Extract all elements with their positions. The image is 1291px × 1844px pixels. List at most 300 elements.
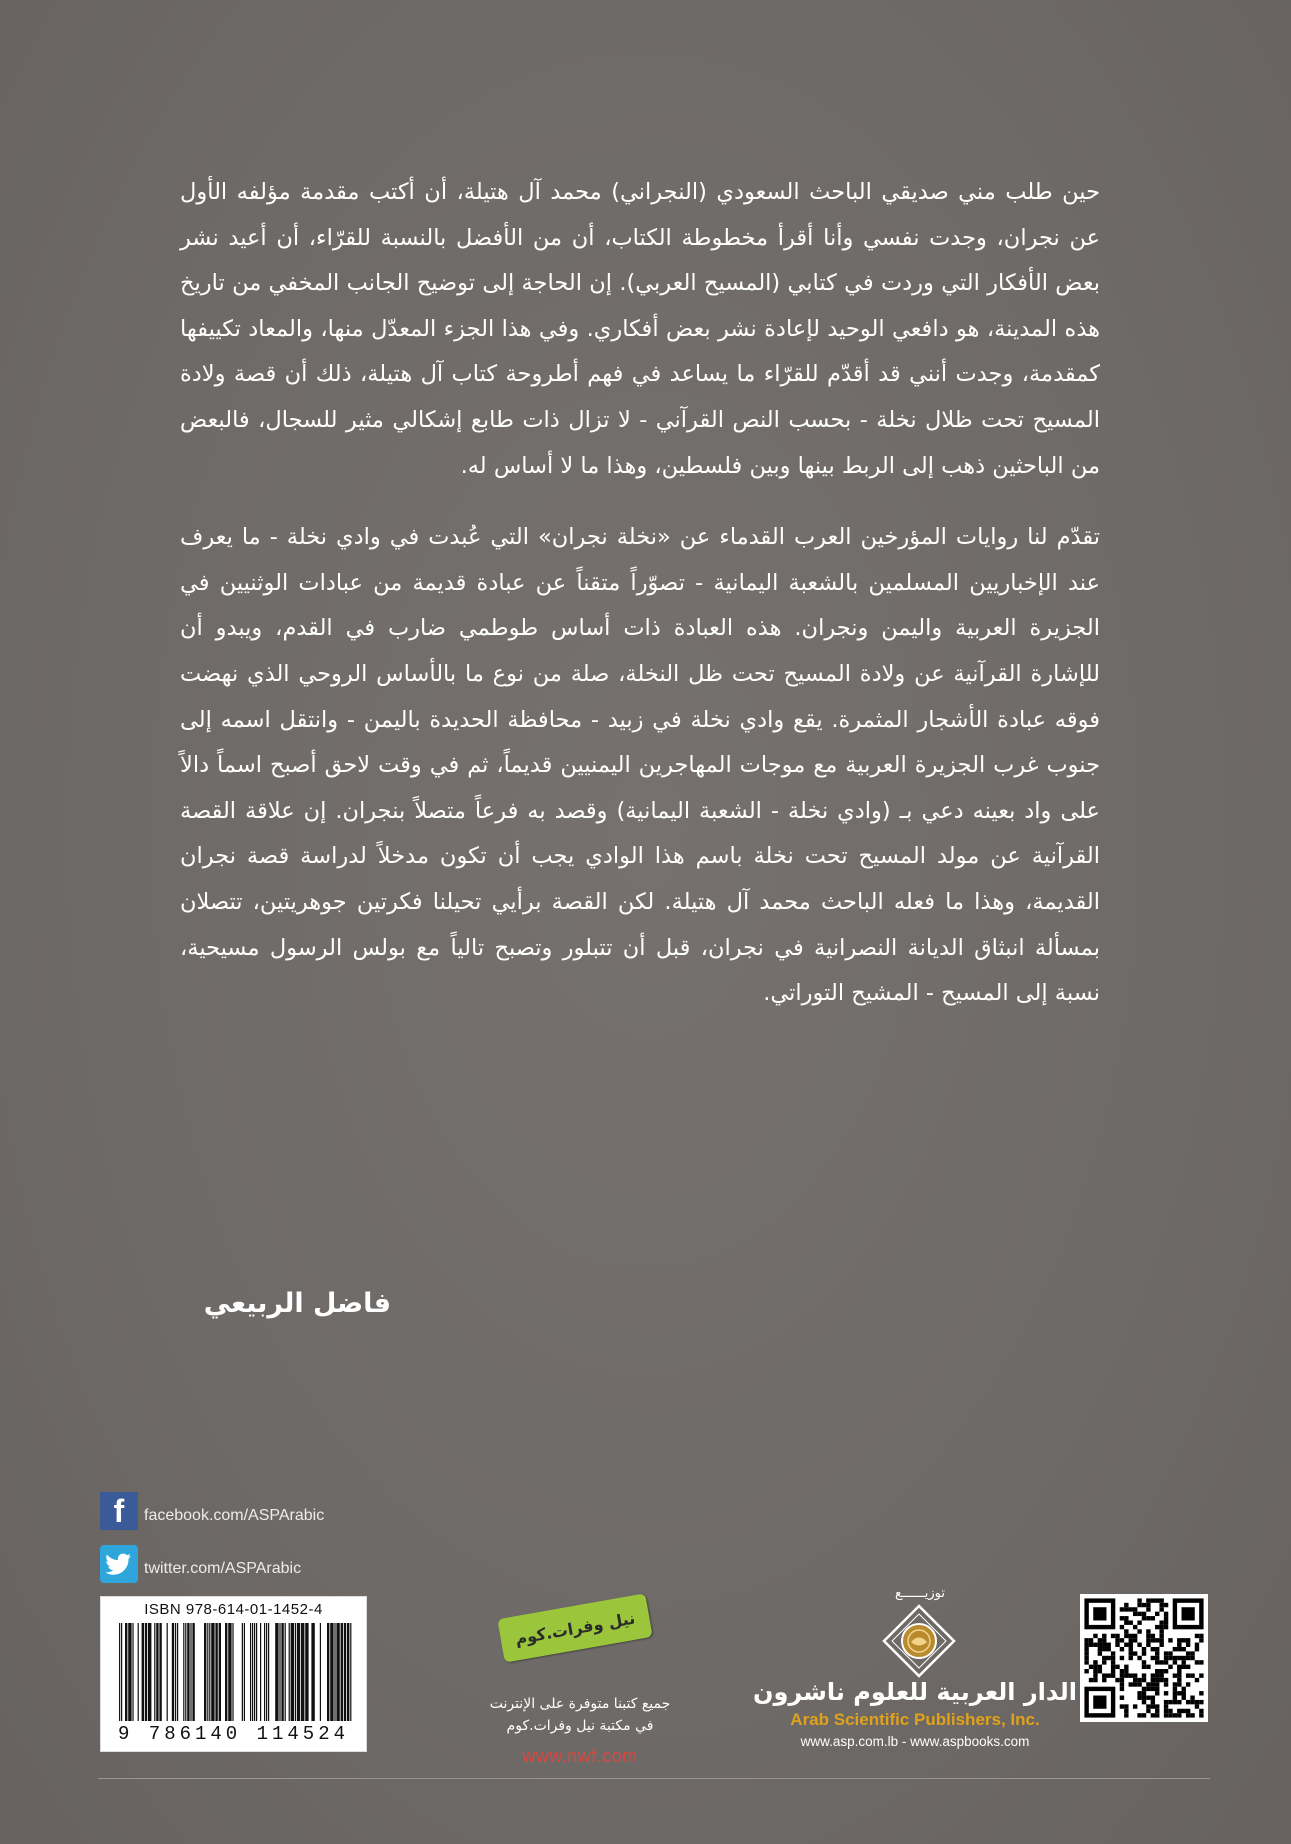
qr-module	[1089, 1643, 1093, 1647]
qr-module	[1155, 1669, 1159, 1673]
qr-module	[1159, 1603, 1163, 1607]
qr-module	[1133, 1607, 1137, 1611]
twitter-link[interactable]	[100, 1545, 301, 1583]
qr-module	[1137, 1603, 1141, 1607]
qr-module	[1159, 1673, 1163, 1677]
barcode-bars	[115, 1623, 353, 1721]
barcode-bar	[138, 1623, 139, 1721]
qr-module	[1151, 1678, 1155, 1682]
barcode-bar	[185, 1623, 186, 1721]
qr-module	[1093, 1643, 1097, 1647]
qr-module	[1164, 1704, 1168, 1708]
qr-module	[1102, 1678, 1106, 1682]
qr-module	[1195, 1643, 1199, 1647]
qr-module	[1142, 1647, 1146, 1651]
qr-module	[1159, 1669, 1163, 1673]
qr-module	[1142, 1687, 1146, 1691]
barcode-bar	[183, 1623, 184, 1721]
isbn-label: ISBN 978-614-01-1452-4	[144, 1601, 323, 1618]
qr-module	[1115, 1643, 1119, 1647]
nwf-promo	[430, 1600, 730, 1770]
qr-module	[1155, 1651, 1159, 1655]
barcode-bar	[291, 1623, 294, 1721]
qr-module	[1133, 1678, 1137, 1682]
barcode-bar	[336, 1623, 339, 1721]
qr-module	[1120, 1669, 1124, 1673]
qr-module	[1115, 1665, 1119, 1669]
qr-module	[1120, 1673, 1124, 1677]
qr-module	[1124, 1629, 1128, 1633]
qr-module	[1177, 1656, 1181, 1660]
qr-module	[1106, 1656, 1110, 1660]
barcode-bar	[211, 1623, 214, 1721]
publisher-block	[750, 1586, 1080, 1766]
qr-module	[1168, 1713, 1172, 1717]
qr-module	[1111, 1665, 1115, 1669]
qr-module	[1195, 1647, 1199, 1651]
qr-module	[1111, 1669, 1115, 1673]
qr-module	[1093, 1678, 1097, 1682]
qr-module	[1089, 1665, 1093, 1669]
qr-module	[1186, 1713, 1190, 1717]
barcode-bar	[297, 1623, 300, 1721]
barcode-bar	[159, 1623, 161, 1721]
qr-module	[1168, 1709, 1172, 1713]
qr-module	[1102, 1660, 1106, 1664]
qr-module	[1195, 1634, 1199, 1638]
qr-module	[1159, 1634, 1163, 1638]
barcode-bar	[125, 1623, 127, 1721]
qr-module	[1195, 1704, 1199, 1708]
barcode-bar	[209, 1623, 210, 1721]
twitter-icon	[100, 1545, 138, 1583]
qr-module	[1142, 1651, 1146, 1655]
qr-module	[1151, 1700, 1155, 1704]
qr-module	[1120, 1638, 1124, 1642]
barcode-bar	[330, 1623, 333, 1721]
qr-module	[1190, 1673, 1194, 1677]
barcode-bar	[228, 1623, 231, 1721]
barcode-bar	[295, 1623, 296, 1721]
qr-module	[1093, 1669, 1097, 1673]
barcode-bar	[187, 1623, 189, 1721]
paragraph-1: حين طلب مني صديقي الباحث السعودي (النجراني) محمد آل هتيلة، أن أكتب مقدمة مؤلفه الأول عن نجران، وجدت نفسي وأنا أقرأ مخطوطة الكتاب، أن من الأفضل بالنسبة للقرّاء، أن أعيد نشر بعض الأفكار التي وردت في كتابي (المسيح العربي). إن الحاجة إلى توضيح الجانب المخفي من تاريخ هذه المدينة، هو دافعي الوحيد لإعادة نشر بعض أفكاري. وفي هذا الجزء المعدّل منها، والمعاد تكييفها كمقدمة، وجدت أنني قد أقدّم للقرّاء ما يساعد في فهم أطروحة كتاب آل هتيلة، ذلك أن قصة ولادة المسيح تحت ظلال نخلة - بحسب النص القرآني - لا تزال ذات طابع إشكالي مثير للسجال، فالبعض من الباحثين ذهب إلى الربط بينها وبين فلسطين، وهذا ما لا أساس له.	[180, 179, 1100, 479]
qr-module	[1186, 1673, 1190, 1677]
barcode-bar	[320, 1623, 321, 1721]
qr-module	[1137, 1656, 1141, 1660]
qr-module	[1137, 1598, 1141, 1602]
qr-module	[1146, 1682, 1150, 1686]
qr-module	[1124, 1704, 1128, 1708]
barcode-bar	[215, 1623, 217, 1721]
qr-module	[1124, 1603, 1128, 1607]
qr-module	[1084, 1638, 1088, 1642]
qr-module	[1195, 1660, 1199, 1664]
qr-module	[1084, 1643, 1088, 1647]
qr-module	[1124, 1673, 1128, 1677]
barcode-bar	[341, 1623, 343, 1721]
qr-module	[1098, 1665, 1102, 1669]
barcode-bar	[347, 1623, 349, 1721]
qr-module	[1182, 1656, 1186, 1660]
qr-module	[1151, 1673, 1155, 1677]
qr-module	[1177, 1709, 1181, 1713]
barcode-bar	[254, 1623, 255, 1721]
qr-module	[1129, 1647, 1133, 1651]
barcode-bar	[232, 1623, 233, 1721]
qr-module	[1084, 1660, 1088, 1664]
qr-module	[1159, 1638, 1163, 1642]
qr-module	[1133, 1612, 1137, 1616]
qr-module	[1102, 1643, 1106, 1647]
qr-module	[1098, 1638, 1102, 1642]
qr-module	[1155, 1656, 1159, 1660]
nwf-logo-tag: نيل وفرات.كوم	[497, 1593, 652, 1662]
qr-module	[1164, 1709, 1168, 1713]
qr-module	[1142, 1603, 1146, 1607]
qr-module	[1173, 1696, 1177, 1700]
qr-module	[1146, 1616, 1150, 1620]
qr-module	[1182, 1660, 1186, 1664]
qr-module	[1168, 1700, 1172, 1704]
qr-module	[1151, 1704, 1155, 1708]
qr-module	[1199, 1709, 1203, 1713]
qr-module	[1173, 1673, 1177, 1677]
publisher-logo-icon	[882, 1604, 956, 1678]
qr-module	[1133, 1682, 1137, 1686]
qr-module	[1164, 1616, 1168, 1620]
barcode-bar	[219, 1623, 221, 1721]
qr-module	[1159, 1620, 1163, 1624]
qr-module	[1159, 1598, 1163, 1602]
qr-module	[1186, 1700, 1190, 1704]
qr-module	[1098, 1647, 1102, 1651]
barcode-bar	[260, 1623, 261, 1721]
qr-module	[1137, 1682, 1141, 1686]
qr-module	[1133, 1634, 1137, 1638]
qr-module	[1182, 1691, 1186, 1695]
cover-body-text	[180, 170, 1100, 1017]
qr-module	[1146, 1634, 1150, 1638]
barcode-bar	[204, 1623, 206, 1721]
barcode-bar	[128, 1623, 131, 1721]
qr-module	[1146, 1709, 1150, 1713]
publisher-name-english: Arab Scientific Publishers, Inc.	[790, 1710, 1040, 1729]
nwf-line-1: جميع كتبنا متوفرة على الإنترنت	[489, 1696, 671, 1712]
qr-module	[1190, 1713, 1194, 1717]
qr-module	[1177, 1673, 1181, 1677]
qr-module	[1137, 1678, 1141, 1682]
barcode-bar	[266, 1623, 267, 1721]
qr-module	[1173, 1700, 1177, 1704]
qr-module	[1164, 1603, 1168, 1607]
qr-module	[1164, 1700, 1168, 1704]
barcode-bar	[121, 1623, 122, 1721]
qr-module	[1124, 1634, 1128, 1638]
qr-module	[1159, 1660, 1163, 1664]
qr-module	[1124, 1607, 1128, 1611]
qr-module	[1177, 1691, 1181, 1695]
barcode-bar	[301, 1623, 304, 1721]
barcode-bar	[256, 1623, 257, 1721]
barcode-bar	[119, 1623, 120, 1721]
qr-module	[1164, 1651, 1168, 1655]
publisher-name-arabic: الدار العربية للعلوم ناشرون	[752, 1678, 1078, 1706]
qr-module	[1155, 1691, 1159, 1695]
qr-module	[1137, 1691, 1141, 1695]
qr-module	[1155, 1682, 1159, 1686]
author-name: فاضل الربيعي	[203, 1288, 391, 1319]
qr-module	[1164, 1656, 1168, 1660]
barcode-bar	[242, 1623, 243, 1721]
qr-module	[1120, 1647, 1124, 1651]
qr-module	[1111, 1656, 1115, 1660]
qr-module	[1111, 1634, 1115, 1638]
qr-module	[1177, 1638, 1181, 1642]
qr-module	[1120, 1678, 1124, 1682]
qr-module	[1137, 1713, 1141, 1717]
qr-module	[1120, 1682, 1124, 1686]
isbn-barcode	[100, 1596, 367, 1752]
qr-module	[1129, 1673, 1133, 1677]
qr-module	[1120, 1656, 1124, 1660]
qr-module	[1186, 1709, 1190, 1713]
publisher-websites[interactable]: www.asp.com.lb - www.aspbooks.com	[800, 1734, 1030, 1749]
qr-module	[1155, 1625, 1159, 1629]
qr-module	[1115, 1638, 1119, 1642]
twitter-handle: twitter.com/ASPArabic	[144, 1560, 302, 1577]
qr-module	[1195, 1678, 1199, 1682]
barcode-bar	[167, 1623, 168, 1721]
qr-module	[1199, 1660, 1203, 1664]
qr-module	[1177, 1713, 1181, 1717]
qr-module	[1098, 1643, 1102, 1647]
qr-module	[1084, 1647, 1088, 1651]
qr-module	[1142, 1612, 1146, 1616]
qr-module	[1111, 1651, 1115, 1655]
barcode-bar	[264, 1623, 265, 1721]
qr-module	[1182, 1647, 1186, 1651]
qr-module	[1146, 1643, 1150, 1647]
barcode-bar	[350, 1623, 351, 1721]
barcode-bar	[327, 1623, 329, 1721]
bottom-divider	[98, 1778, 1210, 1779]
qr-module	[1182, 1665, 1186, 1669]
qr-module	[1186, 1665, 1190, 1669]
qr-module	[1146, 1687, 1150, 1691]
qr-module	[1186, 1682, 1190, 1686]
qr-module	[1159, 1629, 1163, 1633]
barcode-bar	[154, 1623, 155, 1721]
qr-module	[1142, 1616, 1146, 1620]
qr-module	[1155, 1687, 1159, 1691]
qr-module	[1159, 1643, 1163, 1647]
qr-module	[1142, 1691, 1146, 1695]
qr-module	[1137, 1629, 1141, 1633]
qr-module	[1093, 1634, 1097, 1638]
paragraph-2: تقدّم لنا روايات المؤرخين العرب القدماء عن «نخلة نجران» التي عُبدت في وادي نخلة - ما يعرف عند الإخباريين المسلمين بالشعبة اليمانية - تصوّراً متقناً عن عبادة قديمة من عبادات الوثنيين في الجزيرة العربية واليمن ونجران. هذه العبادة ذات أساس طوطمي ضارب في القدم، ويبدو أن للإشارة القرآنية عن ولادة المسيح تحت ظل النخلة، صلة من نوع ما بالأساس الروحي الذي نهضت فوقه عبادة الأشجار المثمرة. يقع وادي نخلة في زبيد - محافظة الحديدة باليمن - وانتقل اسمه إلى جنوب غرب الجزيرة العربية مع موجات المهاجرين اليمنيين قديماً، ثم في وقت لاحق أصبح اسماً دالاً على واد بعينه دعي بـ (وادي نخلة - الشعبة اليمانية) وقصد به فرعاً متصلاً بنجران. إن علاقة القصة القرآنية عن مولد المسيح تحت نخلة باسم هذا الوادي يجب أن تكون مدخلاً لدراسة قصة نجران القديمة، وهذا ما فعله الباحث محمد آل هتيلة. لكن القصة برأيي تحيلنا فكرتين جوهريتين، تتصلان بمسألة انبثاق الديانة النصرانية في نجران، قبل أن تتبلور وتصبح تالياً مع بولس الرسول مسيحية، نسبة إلى المسيح - المشيح التوراتي.	[180, 524, 1100, 1007]
qr-module	[1137, 1612, 1141, 1616]
qr-module	[1159, 1625, 1163, 1629]
qr-module	[1115, 1634, 1119, 1638]
qr-module	[1164, 1691, 1168, 1695]
barcode-bar	[132, 1623, 133, 1721]
qr-module	[1177, 1643, 1181, 1647]
isbn-digits: 9 786140 114524	[117, 1723, 350, 1745]
qr-module	[1186, 1656, 1190, 1660]
qr-module	[1199, 1691, 1203, 1695]
qr-module	[1186, 1638, 1190, 1642]
qr-module	[1142, 1700, 1146, 1704]
qr-module	[1142, 1678, 1146, 1682]
qr-module	[1195, 1700, 1199, 1704]
qr-module	[1168, 1651, 1172, 1655]
qr-module	[1111, 1660, 1115, 1664]
barcode-bar	[279, 1623, 280, 1721]
barcode-bar	[244, 1623, 245, 1721]
qr-module	[1155, 1678, 1159, 1682]
qr-module	[1133, 1651, 1137, 1655]
qr-module	[1084, 1656, 1088, 1660]
qr-module	[1182, 1687, 1186, 1691]
qr-module	[1142, 1660, 1146, 1664]
qr-module	[1084, 1669, 1088, 1673]
qr-module	[1164, 1678, 1168, 1682]
barcode-bar	[172, 1623, 174, 1721]
qr-module	[1177, 1700, 1181, 1704]
qr-module	[1186, 1651, 1190, 1655]
qr-module	[1151, 1638, 1155, 1642]
barcode-bar	[156, 1623, 158, 1721]
qr-module	[1168, 1638, 1172, 1642]
qr-module	[1199, 1713, 1203, 1717]
barcode-bar	[344, 1623, 346, 1721]
qr-module	[1106, 1673, 1110, 1677]
qr-module	[1129, 1643, 1133, 1647]
qr-module	[1199, 1673, 1203, 1677]
qr-module	[1137, 1696, 1141, 1700]
qr-module	[1102, 1634, 1106, 1638]
qr-module	[1186, 1643, 1190, 1647]
nwf-line-2: في مكتبة نيل وفرات.كوم	[506, 1718, 654, 1734]
qr-module	[1102, 1638, 1106, 1642]
qr-module	[1177, 1665, 1181, 1669]
qr-module	[1142, 1713, 1146, 1717]
qr-module	[1151, 1687, 1155, 1691]
barcode-bar	[142, 1623, 144, 1721]
qr-module	[1177, 1669, 1181, 1673]
barcode-bar	[285, 1623, 286, 1721]
qr-finder	[1093, 1607, 1106, 1620]
qr-module	[1133, 1704, 1137, 1708]
qr-module	[1129, 1638, 1133, 1642]
qr-module	[1155, 1713, 1159, 1717]
facebook-link[interactable]	[100, 1492, 324, 1530]
qr-module	[1133, 1638, 1137, 1642]
qr-module	[1129, 1682, 1133, 1686]
qr-module	[1151, 1616, 1155, 1620]
qr-module	[1151, 1634, 1155, 1638]
qr-module	[1182, 1709, 1186, 1713]
qr-module	[1137, 1643, 1141, 1647]
qr-module	[1133, 1673, 1137, 1677]
qr-module	[1142, 1673, 1146, 1677]
qr-module	[1084, 1651, 1088, 1655]
qr-module	[1151, 1713, 1155, 1717]
barcode-bar	[190, 1623, 191, 1721]
qr-module	[1168, 1656, 1172, 1660]
qr-module	[1164, 1669, 1168, 1673]
qr-finder	[1093, 1696, 1106, 1709]
qr-module	[1173, 1687, 1177, 1691]
qr-module	[1182, 1696, 1186, 1700]
twitter-bird-icon	[106, 1553, 132, 1575]
qr-module	[1173, 1682, 1177, 1686]
qr-module	[1093, 1665, 1097, 1669]
qr-module	[1159, 1678, 1163, 1682]
qr-module	[1155, 1660, 1159, 1664]
qr-module	[1173, 1713, 1177, 1717]
qr-module	[1129, 1651, 1133, 1655]
nwf-url[interactable]: www.nwf.com	[522, 1746, 638, 1766]
barcode-bar	[311, 1623, 314, 1721]
qr-module	[1124, 1620, 1128, 1624]
qr-module	[1124, 1643, 1128, 1647]
barcode-bar	[207, 1623, 208, 1721]
distribution-label: توزيــــــع	[894, 1586, 945, 1601]
qr-module	[1120, 1687, 1124, 1691]
qr-module	[1173, 1660, 1177, 1664]
qr-module	[1093, 1660, 1097, 1664]
qr-module	[1182, 1638, 1186, 1642]
qr-module	[1142, 1665, 1146, 1669]
qr-module	[1199, 1700, 1203, 1704]
qr-module	[1146, 1696, 1150, 1700]
qr-module	[1190, 1700, 1194, 1704]
qr-module	[1155, 1673, 1159, 1677]
qr-module	[1146, 1638, 1150, 1642]
qr-module	[1164, 1612, 1168, 1616]
qr-module	[1089, 1638, 1093, 1642]
qr-module	[1190, 1696, 1194, 1700]
barcode-bar	[334, 1623, 335, 1721]
qr-module	[1164, 1682, 1168, 1686]
barcode-bar	[225, 1623, 227, 1721]
qr-module	[1102, 1673, 1106, 1677]
qr-module	[1102, 1647, 1106, 1651]
barcode-bar	[268, 1623, 269, 1721]
qr-module	[1124, 1713, 1128, 1717]
qr-module	[1190, 1651, 1194, 1655]
qr-module	[1159, 1607, 1163, 1611]
qr-module	[1164, 1620, 1168, 1624]
facebook-icon: f	[100, 1492, 138, 1530]
qr-module	[1155, 1704, 1159, 1708]
qr-module	[1151, 1656, 1155, 1660]
qr-module	[1089, 1678, 1093, 1682]
qr-module	[1120, 1704, 1124, 1708]
qr-module	[1199, 1634, 1203, 1638]
qr-module	[1151, 1696, 1155, 1700]
qr-module	[1129, 1607, 1133, 1611]
barcode-bar	[289, 1623, 290, 1721]
barcode-bar	[148, 1623, 151, 1721]
qr-module	[1124, 1616, 1128, 1620]
barcode-bar	[145, 1623, 147, 1721]
qr-module	[1120, 1696, 1124, 1700]
qr-module	[1093, 1673, 1097, 1677]
qr-module	[1155, 1638, 1159, 1642]
